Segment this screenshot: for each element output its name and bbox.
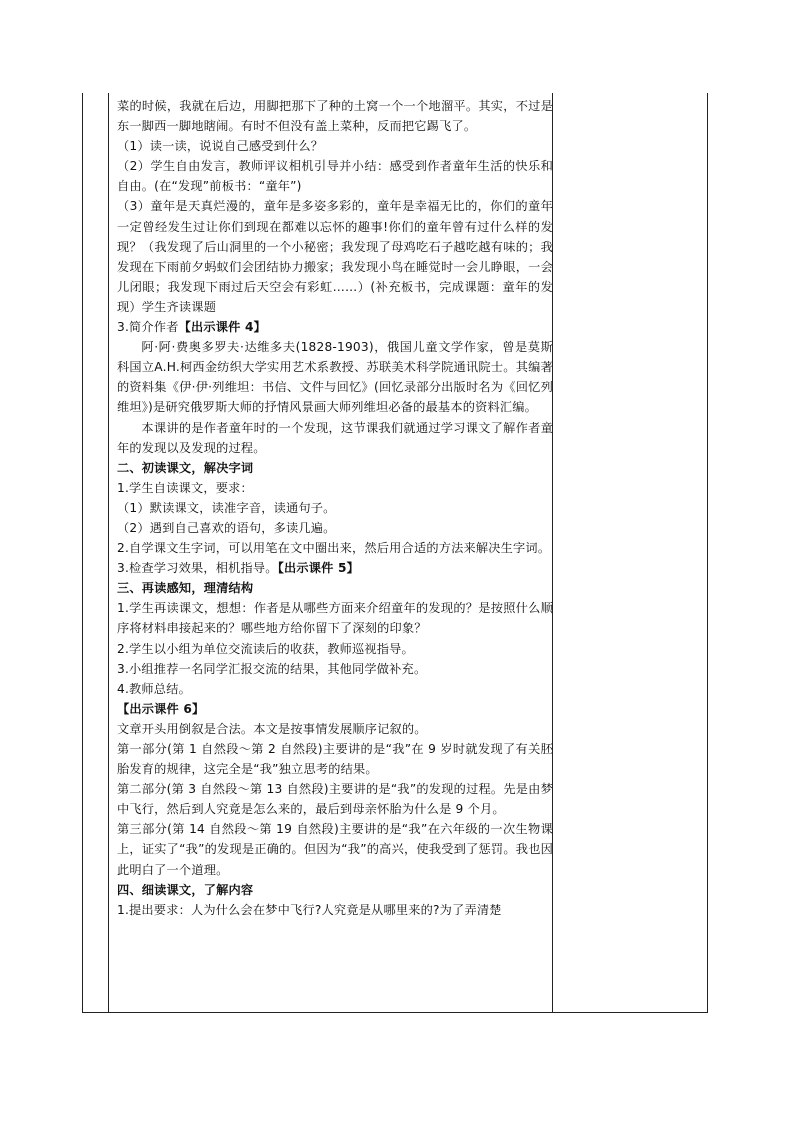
paragraph: （1）默读课文，读准字音，读通句子。 [117,500,336,515]
paragraph: 第二部分(第 3 自然段～第 13 自然段)主要讲的是“我”的发现的过程。先是由梦中飞行，然后到人究竟是怎么来的，最后到母亲怀胎为什么是 9 个月。 [117,782,553,817]
step-text: 3.简介作者 [117,320,179,335]
paragraph [117,317,553,337]
paragraph: 2.自学课文生字词，可以用笔在文中圈出来，然后用合适的方法来解决生字词。 [117,541,551,556]
table-border-right [707,93,708,1013]
paragraph: 菜的时候，我就在后边，用脚把那下了种的土窝一个一个地溜平。其实，不过是东一脚西一脚地瞎闹。有时不但没有盖上菜种，反而把它踢飞了。 [117,99,553,134]
paragraph: 1.提出要求：人为什么会在梦中飞行?人究竟是从哪里来的?为了弄清楚 [117,902,502,917]
paragraph: （3）童年是天真烂漫的，童年是多姿多彩的，童年是幸福无比的，你们的童年一定曾经发生过让你们到现在都难以忘怀的趣事!你们的童年曾有过什么样的发现？（我发现了后山洞里的一个小秘密；我发现了母鸡吃石子越吃越有味的；我发现在下雨前夕蚂蚁们会团结协力搬家；我发现小鸟在睡觉时一会儿睁眼，一会儿闭眼；我发现下雨过后天空会有彩虹……）(补充板书，完成课题：童年的发现）学生齐读课题 [117,199,553,314]
section-heading: 三、再读感知，理清结构 [117,581,254,596]
section-heading: 四、细读课文，了解内容 [117,882,254,897]
slide-marker: 【出示课件 4】 [178,320,267,335]
slide-marker: 【出示课件 5】 [277,561,360,576]
table-column-divider-1 [108,93,109,1013]
paragraph: 本课讲的是作者童年时的一个发现，这节课我们就通过学习课文了解作者童年的发现以及发现的过程。 [117,420,553,455]
lesson-content [117,96,553,920]
author-intro: 阿·阿·费奥多罗夫·达维多夫(1828-1903)，俄国儿童文学作家，曾是莫斯科国立A.H.柯西金纺织大学实用艺术系教授、苏联美术科学院通讯院士。其编著的资料集《伊·伊·列维坦：书信、文件与回忆》(回忆录部分出版时名为《回忆列维坦》)是研究俄罗斯大师的抒情风景画大师列维坦必备的最基本的资料汇编。 [117,340,553,415]
paragraph: （2）学生自由发言，教师评议相机引导并小结：感受到作者童年生活的快乐和自由。(在“发现”前板书：“童年”) [117,159,553,194]
paragraph: 4.教师总结。 [117,681,191,696]
paragraph: 第三部分(第 14 自然段～第 19 自然段)主要讲的是“我”在六年级的一次生物课上，证实了“我”的发现是正确的。但因为“我”的高兴，使我受到了惩罚。我也因此明白了一个道理。 [117,822,553,877]
table-border-left [82,93,83,1013]
paragraph: 1.学生自读课文，要求： [117,480,253,495]
paragraph: （1）读一读，说说自己感受到什么？ [117,139,324,154]
paragraph: 3.小组推荐一名同学汇报交流的结果，其他同学做补充。 [117,661,427,676]
paragraph: （2）遇到自己喜欢的语句，多读几遍。 [117,520,336,535]
paragraph: 第一部分(第 1 自然段～第 2 自然段)主要讲的是“我”在 9 岁时就发现了有关胚胎发育的规律，这完全是“我”独立思考的结果。 [117,742,553,777]
paragraph [117,558,553,578]
paragraph: 文章开头用倒叙是合法。本文是按事情发展顺序记叙的。 [117,721,427,736]
section-heading: 二、初读课文，解决字词 [117,460,254,475]
table-border-bottom [82,1012,708,1013]
paragraph: 1.学生再读课文，想想：作者是从哪些方面来介绍童年的发现的？是按照什么顺序将材料串接起来的？哪些地方给你留下了深刻的印象？ [117,601,553,636]
step-text: 3.检查学习效果，相机指导。 [117,561,278,576]
paragraph: 2.学生以小组为单位交流读后的收获，教师巡视指导。 [117,641,414,656]
slide-marker: 【出示课件 6】 [117,701,205,716]
